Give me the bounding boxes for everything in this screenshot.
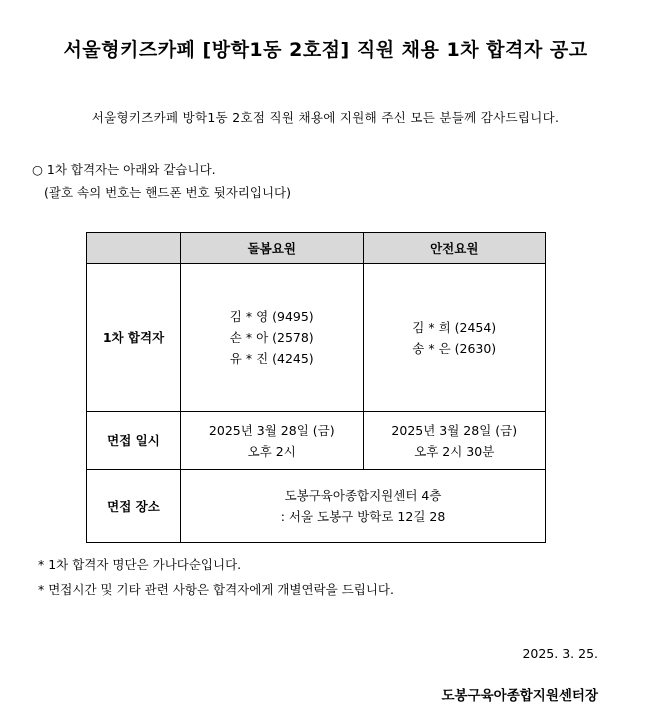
table-row [87, 264, 546, 412]
table-header-safety: 안전요원 [363, 233, 546, 264]
list-item: 송 * 은 (2630) [412, 340, 497, 356]
notes-block [38, 552, 394, 602]
notice-block [32, 158, 291, 204]
note-item: * 면접시간 및 기타 관련 사항은 합격자에게 개별연락을 드립니다. [38, 582, 394, 597]
place-address: : 서울 도봉구 방학로 12길 28 [280, 509, 446, 524]
list-item: 유 * 진 (4245) [229, 351, 314, 366]
results-table [86, 232, 546, 543]
table-header-care: 돌봄요원 [181, 233, 364, 264]
list-item: 손 * 아 (2578) [229, 330, 314, 345]
table-row [87, 470, 546, 543]
table-header-row [87, 233, 546, 264]
page-title: 서울형키즈카페 [방학1동 2호점] 직원 채용 1차 합격자 공고 [63, 39, 588, 61]
row-label-interview-date: 면접 일시 [87, 412, 181, 470]
time-text: 오후 2시 [247, 443, 296, 459]
time-text: 오후 2시 30분 [414, 443, 495, 459]
place-name: 도봉구육아종합지원센터 4층 [284, 488, 442, 503]
place-cell [181, 470, 546, 543]
list-item: 김 * 희 (2454) [412, 319, 497, 335]
announcement-date: 2025. 3. 25. [522, 646, 598, 661]
date-text: 2025년 3월 28일 (금) [391, 422, 518, 438]
date-text: 2025년 3월 28일 (금) [208, 422, 335, 438]
care-passers-cell [181, 264, 364, 412]
list-item: 김 * 영 (9495) [229, 309, 314, 324]
table-header-corner [87, 233, 181, 264]
care-date-cell [181, 412, 364, 470]
row-label-passers: 1차 합격자 [87, 264, 181, 412]
safety-passers-cell [363, 264, 546, 412]
signature: 도봉구육아종합지원센터장 [441, 688, 598, 704]
thanks-message: 서울형키즈카페 방학1동 2호점 직원 채용에 지원해 주신 모든 분들께 감사드립니다. [91, 110, 560, 125]
row-label-interview-place: 면접 장소 [87, 470, 181, 543]
table-row [87, 412, 546, 470]
notice-line: ○ 1차 합격자는 아래와 같습니다. [32, 162, 216, 177]
note-item: * 1차 합격자 명단은 가나다순입니다. [38, 557, 242, 572]
notice-note: (괄호 속의 번호는 핸드폰 번호 뒷자리입니다) [44, 185, 291, 200]
safety-date-cell [363, 412, 546, 470]
